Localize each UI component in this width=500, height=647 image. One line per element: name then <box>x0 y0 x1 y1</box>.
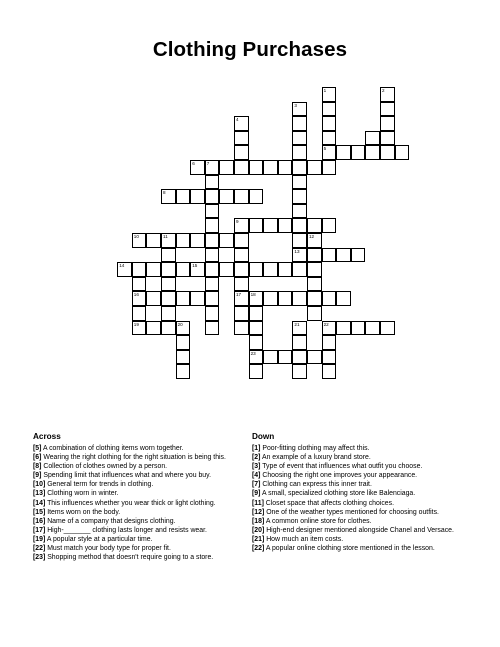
grid-cell[interactable] <box>292 321 307 336</box>
grid-cell[interactable] <box>336 321 351 336</box>
grid-cell[interactable] <box>176 350 191 365</box>
grid-cell[interactable] <box>205 218 220 233</box>
clue-number: 8 <box>163 190 166 196</box>
clue-item-text: General term for trends in clothing. <box>47 481 154 489</box>
grid-cell[interactable] <box>249 218 264 233</box>
clue-item-number: [20] <box>252 526 265 534</box>
grid-cell[interactable] <box>307 248 322 263</box>
grid-cell[interactable] <box>278 160 293 175</box>
grid-cell[interactable] <box>249 262 264 277</box>
grid-cell[interactable] <box>322 131 337 146</box>
clue-item-text: Clothing can express this inner trait. <box>262 481 372 489</box>
clue-item-number: [16] <box>33 517 46 525</box>
grid-cell[interactable] <box>292 204 307 219</box>
grid-cell[interactable] <box>307 218 322 233</box>
grid-cell[interactable] <box>146 321 161 336</box>
grid-cell[interactable] <box>176 291 191 306</box>
grid-cell[interactable] <box>234 116 249 131</box>
grid-cell[interactable] <box>234 218 249 233</box>
grid-cell[interactable] <box>190 291 205 306</box>
clue-item-number: [23] <box>33 554 46 562</box>
clue-item <box>33 499 247 508</box>
grid-cell[interactable] <box>176 335 191 350</box>
grid-cell[interactable] <box>380 87 395 102</box>
clue-item <box>252 453 474 462</box>
grid-cell[interactable] <box>205 204 220 219</box>
clue-item-text: Shopping method that doesn't require going to a store. <box>47 554 214 562</box>
grid-cell[interactable] <box>132 277 147 292</box>
clue-number: 22 <box>323 321 329 327</box>
grid-cell[interactable] <box>205 248 220 263</box>
clue-item-text: Name of a company that designs clothing. <box>47 517 176 525</box>
grid-cell[interactable] <box>249 306 264 321</box>
clue-item-number: [5] <box>33 445 42 452</box>
grid-cell[interactable] <box>249 350 264 365</box>
clue-item-text: Clothing worn in winter. <box>47 490 119 498</box>
clue-item-number: [3] <box>252 463 261 471</box>
clue-number: 14 <box>119 263 125 269</box>
clue-item-number: [22] <box>33 545 46 553</box>
grid-cell[interactable] <box>322 350 337 365</box>
grid-cell[interactable] <box>205 233 220 248</box>
grid-cell[interactable] <box>234 248 249 263</box>
grid-cell[interactable] <box>234 145 249 160</box>
clue-item-text: A common online store for clothes. <box>265 517 372 525</box>
clue-number: 5 <box>323 146 327 152</box>
clue-item <box>33 544 247 553</box>
grid-cell[interactable] <box>190 160 205 175</box>
clue-item <box>33 489 247 498</box>
grid-cell[interactable] <box>292 160 307 175</box>
grid-cell[interactable] <box>322 87 337 102</box>
clue-item-text: Poor-fitting clothing may affect this. <box>262 445 370 452</box>
grid-cell[interactable] <box>205 277 220 292</box>
clue-item-text: Collection of clothes owned by a person. <box>43 463 168 471</box>
grid-cell[interactable] <box>307 233 322 248</box>
grid-cell[interactable] <box>205 321 220 336</box>
grid-cell[interactable] <box>307 262 322 277</box>
grid-cell[interactable] <box>176 233 191 248</box>
grid-cell[interactable] <box>322 335 337 350</box>
clue-item-number: [13] <box>33 490 46 498</box>
grid-cell[interactable] <box>322 116 337 131</box>
across-heading: Across <box>33 432 61 441</box>
grid-cell[interactable] <box>322 248 337 263</box>
grid-cell[interactable] <box>292 262 307 277</box>
clue-item-number: [11] <box>252 499 264 507</box>
grid-cell[interactable] <box>249 364 264 379</box>
grid-cell[interactable] <box>249 321 264 336</box>
grid-cell[interactable] <box>132 233 147 248</box>
grid-cell[interactable] <box>132 262 147 277</box>
clue-item-number: [4] <box>252 472 261 480</box>
grid-cell[interactable] <box>146 233 161 248</box>
grid-cell[interactable] <box>292 131 307 146</box>
clue-item <box>252 462 474 471</box>
grid-cell[interactable] <box>380 116 395 131</box>
grid-cell[interactable] <box>234 131 249 146</box>
clue-number: 16 <box>133 292 139 298</box>
grid-cell[interactable] <box>161 321 176 336</box>
grid-cell[interactable] <box>278 262 293 277</box>
grid-cell[interactable] <box>307 350 322 365</box>
grid-cell[interactable] <box>395 145 410 160</box>
clue-number: 21 <box>294 321 300 327</box>
across-clues <box>33 432 247 562</box>
grid-cell[interactable] <box>365 131 380 146</box>
grid-cell[interactable] <box>205 160 220 175</box>
grid-cell[interactable] <box>351 145 366 160</box>
clue-number: 23 <box>250 350 256 356</box>
puzzle-title: Clothing Purchases <box>152 38 348 61</box>
clue-item <box>252 444 474 453</box>
clue-item-number: [15] <box>33 508 46 516</box>
clue-item-number: [22] <box>252 545 265 553</box>
grid-cell[interactable] <box>219 189 234 204</box>
grid-cell[interactable] <box>292 364 307 379</box>
grid-cell[interactable] <box>205 306 220 321</box>
down-clue-list <box>252 444 474 553</box>
grid-cell[interactable] <box>365 145 380 160</box>
grid-cell[interactable] <box>205 189 220 204</box>
clue-number: 2 <box>382 88 385 93</box>
grid-cell[interactable] <box>351 321 366 336</box>
grid-cell[interactable] <box>132 306 147 321</box>
grid-cell[interactable] <box>322 364 337 379</box>
grid-cell[interactable] <box>307 306 322 321</box>
grid-cell[interactable] <box>205 175 220 190</box>
clue-number: 11 <box>163 234 168 239</box>
grid-cell[interactable] <box>322 321 337 336</box>
clue-item-text: Must match your body type for proper fit. <box>47 545 171 553</box>
grid-cell[interactable] <box>161 248 176 263</box>
grid-cell[interactable] <box>190 262 205 277</box>
clue-item-text: An example of a luxury brand store. <box>261 454 371 462</box>
clue-item <box>252 471 474 480</box>
clue-number: 10 <box>133 234 139 239</box>
clue-number: 9 <box>236 219 239 225</box>
grid-cell[interactable] <box>249 335 264 350</box>
grid-cell[interactable] <box>205 262 220 277</box>
grid-cell[interactable] <box>307 160 322 175</box>
clue-item-text: Spending limit that influences what and where you buy. <box>43 472 211 480</box>
clue-number: 1 <box>323 88 327 93</box>
clue-number: 18 <box>250 292 256 298</box>
clue-item <box>33 462 247 471</box>
clue-item-number: [18] <box>252 517 265 525</box>
grid-cell[interactable] <box>322 102 337 117</box>
grid-cell[interactable] <box>132 321 147 336</box>
clue-number: 13 <box>294 248 300 254</box>
clue-item-number: [12] <box>252 508 265 516</box>
clue-item <box>252 480 474 489</box>
grid-cell[interactable] <box>146 262 161 277</box>
grid-cell[interactable] <box>380 321 395 336</box>
grid-cell[interactable] <box>322 145 337 160</box>
clue-item-number: [7] <box>252 481 261 489</box>
grid-cell[interactable] <box>146 291 161 306</box>
clue-item <box>252 508 474 517</box>
grid-cell[interactable] <box>161 291 176 306</box>
grid-cell[interactable] <box>365 321 380 336</box>
grid-cell[interactable] <box>292 350 307 365</box>
grid-cell[interactable] <box>336 248 351 263</box>
grid-cell[interactable] <box>176 262 191 277</box>
clue-item <box>252 517 474 526</box>
grid-cell[interactable] <box>322 291 337 306</box>
grid-cell[interactable] <box>234 160 249 175</box>
grid-cell[interactable] <box>263 218 278 233</box>
grid-cell[interactable] <box>278 218 293 233</box>
clue-item-number: [2] <box>252 454 261 462</box>
grid-cell[interactable] <box>219 233 234 248</box>
clue-item <box>33 453 247 462</box>
clue-item-text: High-end designer mentioned alongside Chanel and Versace. <box>266 526 454 534</box>
grid-cell[interactable] <box>176 189 191 204</box>
clue-item-text: Choosing the right one improves your appearance. <box>262 472 418 480</box>
clue-number: 3 <box>294 102 297 108</box>
clue-number: 7 <box>206 161 210 166</box>
clue-item-text: A combination of clothing items worn together. <box>42 445 184 452</box>
clue-number: 19 <box>133 321 139 327</box>
grid-cell[interactable] <box>278 350 293 365</box>
grid-cell[interactable] <box>336 145 351 160</box>
clue-item-text: One of the weather types mentioned for choosing outfits. <box>266 508 439 516</box>
grid-cell[interactable] <box>132 291 147 306</box>
grid-cell[interactable] <box>205 291 220 306</box>
clue-item-number: [1] <box>252 445 261 452</box>
clue-item <box>33 517 247 526</box>
grid-cell[interactable] <box>380 145 395 160</box>
clue-item <box>33 526 247 535</box>
clue-number: 6 <box>192 161 195 166</box>
down-heading: Down <box>252 432 275 441</box>
down-clues <box>252 432 474 553</box>
clue-item-text: Closet space that affects clothing choices. <box>265 499 394 507</box>
grid-cell[interactable] <box>234 321 249 336</box>
grid-cell[interactable] <box>249 189 264 204</box>
grid-cell[interactable] <box>190 189 205 204</box>
grid-cell[interactable] <box>292 116 307 131</box>
grid-cell[interactable] <box>263 291 278 306</box>
grid-cell[interactable] <box>234 189 249 204</box>
grid-cell[interactable] <box>380 102 395 117</box>
grid-cell[interactable] <box>176 321 191 336</box>
grid-cell[interactable] <box>234 277 249 292</box>
clue-item-number: [9] <box>252 490 261 498</box>
clue-number: 17 <box>236 292 242 298</box>
grid-cell[interactable] <box>234 306 249 321</box>
grid-cell[interactable] <box>292 291 307 306</box>
across-clue-list <box>33 444 247 562</box>
grid-cell[interactable] <box>292 189 307 204</box>
grid-cell[interactable] <box>176 364 191 379</box>
grid-cell[interactable] <box>249 291 264 306</box>
clue-item-text: A popular style at a particular time. <box>46 535 153 543</box>
grid-cell[interactable] <box>351 248 366 263</box>
clue-item-text: How much an item costs. <box>266 535 344 543</box>
grid-cell[interactable] <box>292 145 307 160</box>
grid-cell[interactable] <box>292 233 307 248</box>
grid-cell[interactable] <box>263 262 278 277</box>
grid-cell[interactable] <box>249 160 264 175</box>
clue-item-number: [6] <box>33 454 42 462</box>
grid-cell[interactable] <box>219 262 234 277</box>
clue-number: 20 <box>177 321 183 327</box>
clue-item <box>252 499 474 508</box>
clue-item-number: [14] <box>33 499 46 507</box>
grid-cell[interactable] <box>292 102 307 117</box>
grid-cell[interactable] <box>292 175 307 190</box>
clue-item <box>252 526 474 535</box>
clue-item <box>33 535 247 544</box>
grid-cell[interactable] <box>292 218 307 233</box>
clue-item-text: Items worn on the body. <box>47 508 121 516</box>
grid-cell[interactable] <box>292 248 307 263</box>
grid-cell[interactable] <box>219 160 234 175</box>
grid-cell[interactable] <box>263 160 278 175</box>
clue-item-number: [19] <box>33 535 46 543</box>
grid-cell[interactable] <box>307 291 322 306</box>
clue-item-text: Type of event that influences what outfit you choose. <box>262 463 423 471</box>
clue-item <box>33 553 247 562</box>
grid-cell[interactable] <box>322 160 337 175</box>
clue-item <box>252 544 474 553</box>
clue-number: 12 <box>309 234 315 239</box>
clue-item <box>252 489 474 498</box>
clue-item <box>33 480 247 489</box>
clue-item-number: [8] <box>33 463 42 471</box>
grid-cell[interactable] <box>161 262 176 277</box>
clue-item <box>33 508 247 517</box>
grid-cell[interactable] <box>322 218 337 233</box>
grid-cell[interactable] <box>161 233 176 248</box>
clue-item-text: High-_______ clothing lasts longer and resists wear. <box>47 526 207 534</box>
clue-item-number: [21] <box>252 535 265 543</box>
grid-cell[interactable] <box>263 350 278 365</box>
grid-cell[interactable] <box>161 306 176 321</box>
clue-item-text: A popular online clothing store mentioned in the lesson. <box>265 545 435 553</box>
clue-item-number: [17] <box>33 526 46 534</box>
grid-cell[interactable] <box>278 291 293 306</box>
grid-cell[interactable] <box>161 189 176 204</box>
grid-cell[interactable] <box>307 277 322 292</box>
clue-item <box>33 471 247 480</box>
grid-cell[interactable] <box>234 233 249 248</box>
grid-cell[interactable] <box>234 262 249 277</box>
clue-item-text: This influences whether you wear thick or light clothing. <box>47 499 216 507</box>
clue-item <box>33 444 247 453</box>
clue-item-number: [9] <box>33 472 42 480</box>
grid-cell[interactable] <box>380 131 395 146</box>
clue-number: 15 <box>192 263 198 269</box>
clue-item-text: A small, specialized clothing store like Balenciaga. <box>261 490 416 498</box>
grid-cell[interactable] <box>336 291 351 306</box>
grid-cell[interactable] <box>117 262 132 277</box>
grid-cell[interactable] <box>292 335 307 350</box>
grid-cell[interactable] <box>190 233 205 248</box>
clue-item-number: [10] <box>33 481 46 489</box>
clue-number: 4 <box>236 117 239 123</box>
grid-cell[interactable] <box>161 277 176 292</box>
clue-item-text: Wearing the right clothing for the right situation is being this. <box>43 454 226 462</box>
grid-cell[interactable] <box>234 291 249 306</box>
clue-item <box>252 535 474 544</box>
